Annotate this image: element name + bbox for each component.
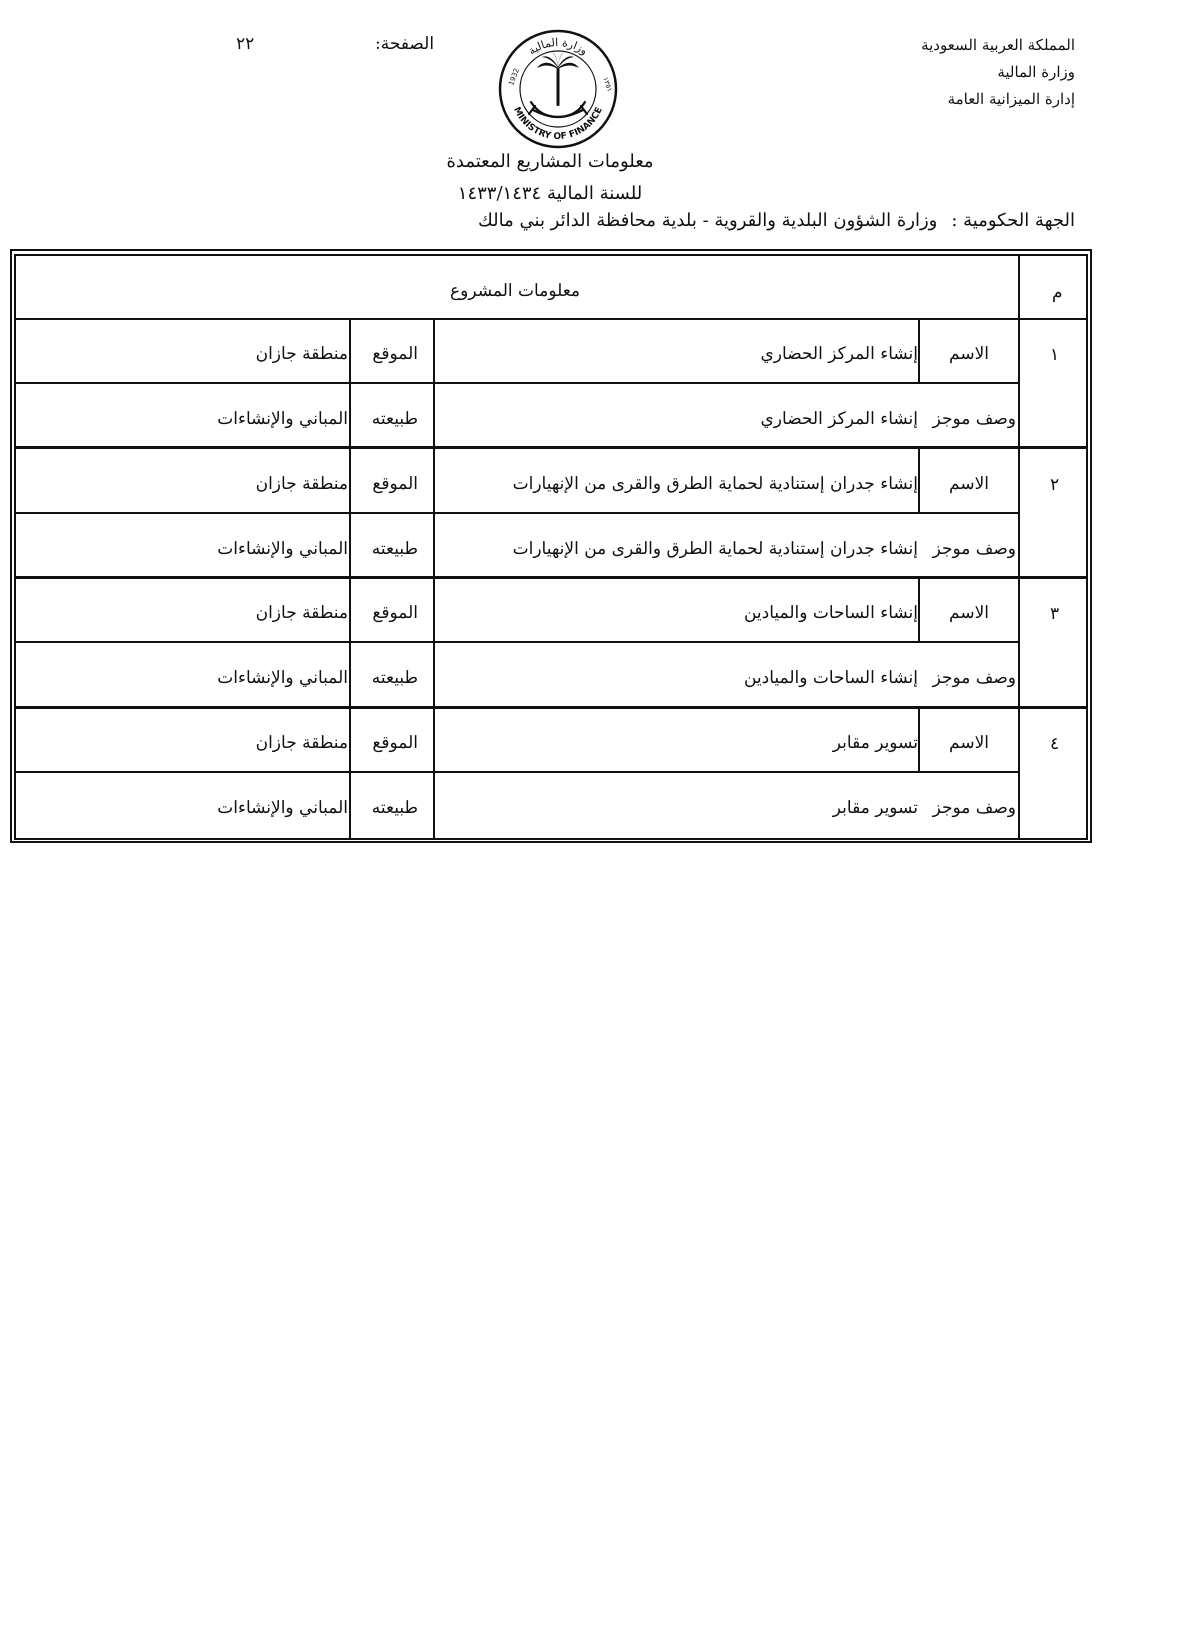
description-label: وصف موجز — [932, 409, 1016, 429]
row-index: ٤ — [1050, 734, 1060, 754]
name-label: الاسم — [949, 603, 989, 623]
group-divider — [14, 576, 1088, 579]
project-name: تسوير مقابر — [832, 733, 918, 753]
svg-text:وزارة المالية — [526, 36, 590, 58]
nature-label: طبيعته — [371, 668, 418, 688]
nature-label: طبيعته — [371, 798, 418, 818]
document-title: معلومات المشاريع المعتمدة — [446, 151, 654, 172]
document-titles — [300, 146, 800, 210]
seal-text-en: MINISTRY OF FINANCE — [511, 105, 605, 143]
label-column-divider — [918, 448, 920, 514]
index-column-divider — [1018, 254, 1020, 840]
name-label: الاسم — [949, 474, 989, 494]
project-location: منطقة جازان — [255, 733, 348, 753]
project-nature: المباني والإنشاءات — [217, 539, 348, 559]
project-nature: المباني والإنشاءات — [217, 798, 348, 818]
location-label: الموقع — [372, 344, 418, 364]
label-column-divider — [918, 578, 920, 643]
description-label: وصف موجز — [932, 668, 1016, 688]
fiscal-year: للسنة المالية ١٤٣٣/١٤٣٤ — [457, 183, 643, 204]
nature-label: طبيعته — [371, 539, 418, 559]
project-description: إنشاء الساحات والميادين — [743, 668, 918, 688]
location-label-divider — [349, 318, 351, 840]
project-location: منطقة جازان — [255, 603, 348, 623]
letterhead — [921, 32, 1075, 113]
entity-value: وزارة الشؤون البلدية والقروية - بلدية محافظة الدائر بني مالك — [478, 210, 938, 231]
name-label: الاسم — [949, 733, 989, 753]
label-column-divider — [918, 318, 920, 384]
header-row-divider — [14, 318, 1088, 320]
project-description: تسوير مقابر — [832, 798, 918, 818]
description-label: وصف موجز — [932, 798, 1016, 818]
seal-text-ar: وزارة المالية — [525, 35, 591, 58]
location-label: الموقع — [372, 733, 418, 753]
project-description: إنشاء المركز الحضاري — [760, 409, 918, 429]
project-nature: المباني والإنشاءات — [217, 409, 348, 429]
location-label: الموقع — [372, 603, 418, 623]
government-entity — [478, 210, 1075, 231]
description-label: وصف موجز — [932, 539, 1016, 559]
entity-label: الجهة الحكومية : — [951, 210, 1075, 231]
row-index: ٣ — [1050, 604, 1060, 624]
project-name: إنشاء الساحات والميادين — [743, 603, 918, 623]
value-column-divider — [433, 318, 435, 840]
project-location: منطقة جازان — [255, 474, 348, 494]
kingdom-name: المملكة العربية السعودية — [921, 36, 1075, 54]
row-index: ١ — [1050, 345, 1060, 365]
ministry-name: وزارة المالية — [997, 63, 1075, 81]
row-divider — [14, 512, 1020, 514]
group-divider — [14, 706, 1088, 709]
nature-label: طبيعته — [371, 409, 418, 429]
page-number: ٢٢ — [236, 34, 255, 54]
page-label: الصفحة: — [375, 34, 435, 54]
row-divider — [14, 771, 1020, 773]
project-name: إنشاء المركز الحضاري — [760, 344, 918, 364]
project-description: إنشاء جدران إستنادية لحماية الطرق والقرى من الإنهيارات — [512, 539, 918, 559]
row-divider — [14, 382, 1020, 384]
group-divider — [14, 446, 1088, 449]
col-index-header: م — [1052, 283, 1063, 303]
label-column-divider — [918, 708, 920, 773]
seal-year-right: ١٣٥١ — [601, 75, 614, 93]
project-name: إنشاء جدران إستنادية لحماية الطرق والقرى من الإنهيارات — [512, 474, 918, 494]
name-label: الاسم — [949, 344, 989, 364]
department-name: إدارة الميزانية العامة — [947, 90, 1075, 108]
ministry-seal-icon — [497, 28, 619, 150]
location-label: الموقع — [372, 474, 418, 494]
col-info-header: معلومات المشروع — [450, 281, 581, 301]
project-location: منطقة جازان — [255, 344, 348, 364]
seal-year-left: 1932 — [507, 67, 521, 87]
row-index: ٢ — [1050, 475, 1060, 495]
row-divider — [14, 641, 1020, 643]
project-nature: المباني والإنشاءات — [217, 668, 348, 688]
palm-tree-icon — [537, 52, 579, 106]
